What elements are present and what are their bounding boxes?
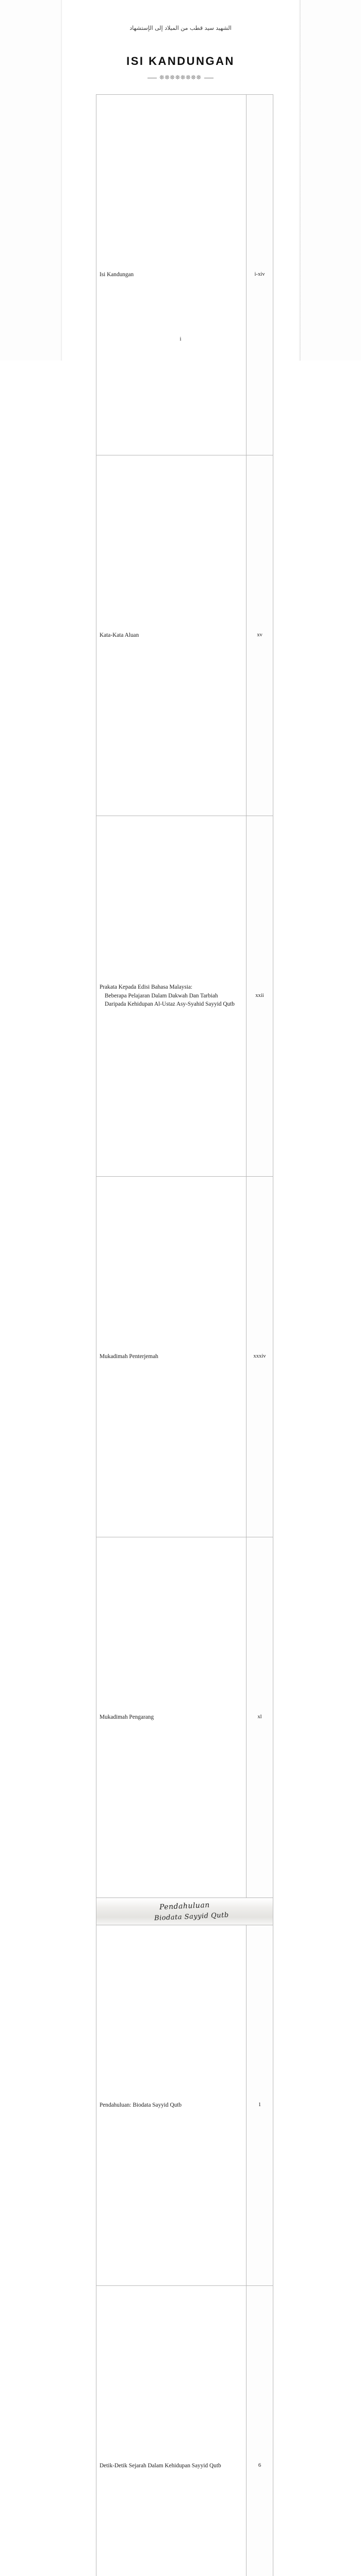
section-banner-line1: Pendahuluan: [159, 1901, 210, 1912]
toc-entry-label: Mukadimah Penterjemah: [96, 1177, 247, 1537]
toc-entry-label: Isi Kandungan: [96, 95, 247, 455]
table-row: [96, 455, 273, 816]
page-folio-number: i: [0, 336, 361, 342]
toc-entry-label: Detik-Detik Sejarah Dalam Kehidupan Sayyid Qutb: [96, 2286, 247, 2576]
toc-entry-label: Pendahuluan: Biodata Sayyid Qutb: [96, 1925, 247, 2286]
toc-entry-page: 6: [247, 2286, 273, 2576]
section-banner-inner: [96, 1898, 273, 1925]
toc-entry-label: Mukadimah Pengarang: [96, 1537, 247, 1898]
table-row: [96, 816, 273, 1177]
document-page: [0, 0, 361, 361]
table-row: [96, 2286, 273, 2576]
toc-entry-label: Prakata Kepada Edisi Bahasa Malaysia: Beberapa Pelajaran Dalam Dakwah Dan Tarbiah Daripada Kehidupan Al-Ustaz Asy-Syahid Sayyid Qutb: [96, 816, 247, 1177]
table-row: [96, 1537, 273, 1898]
toc-entry-page: xxxiv: [247, 1177, 273, 1537]
page-edge-left: [61, 0, 62, 361]
table-row: [96, 95, 273, 455]
table-row: [96, 1925, 273, 2286]
ornament-glyphs: ❊❊❊❊❊❊❊❊: [159, 74, 202, 81]
running-header-arabic: الشهيد سيد قطب من الميلاد إلى الإستشهاد: [0, 25, 361, 31]
ornament-divider: [0, 74, 361, 81]
section-banner-row: [96, 1898, 273, 1925]
toc-entry-page: xv: [247, 455, 273, 816]
toc-entry-page: xl: [247, 1537, 273, 1898]
page-edge-right: [299, 0, 301, 361]
toc-entry-page: xxii: [247, 816, 273, 1177]
toc-entry-page: i-xiv: [247, 95, 273, 455]
toc-entry-label: Kata-Kata Aluan: [96, 455, 247, 816]
section-banner: [96, 1898, 273, 1925]
toc-entry-page: 1: [247, 1925, 273, 2286]
table-of-contents: [96, 94, 273, 2576]
section-banner-line2: Biodata Sayyid Qutb: [154, 1911, 228, 1923]
page-title: ISI KANDUNGAN: [0, 55, 361, 68]
table-row: [96, 1177, 273, 1537]
